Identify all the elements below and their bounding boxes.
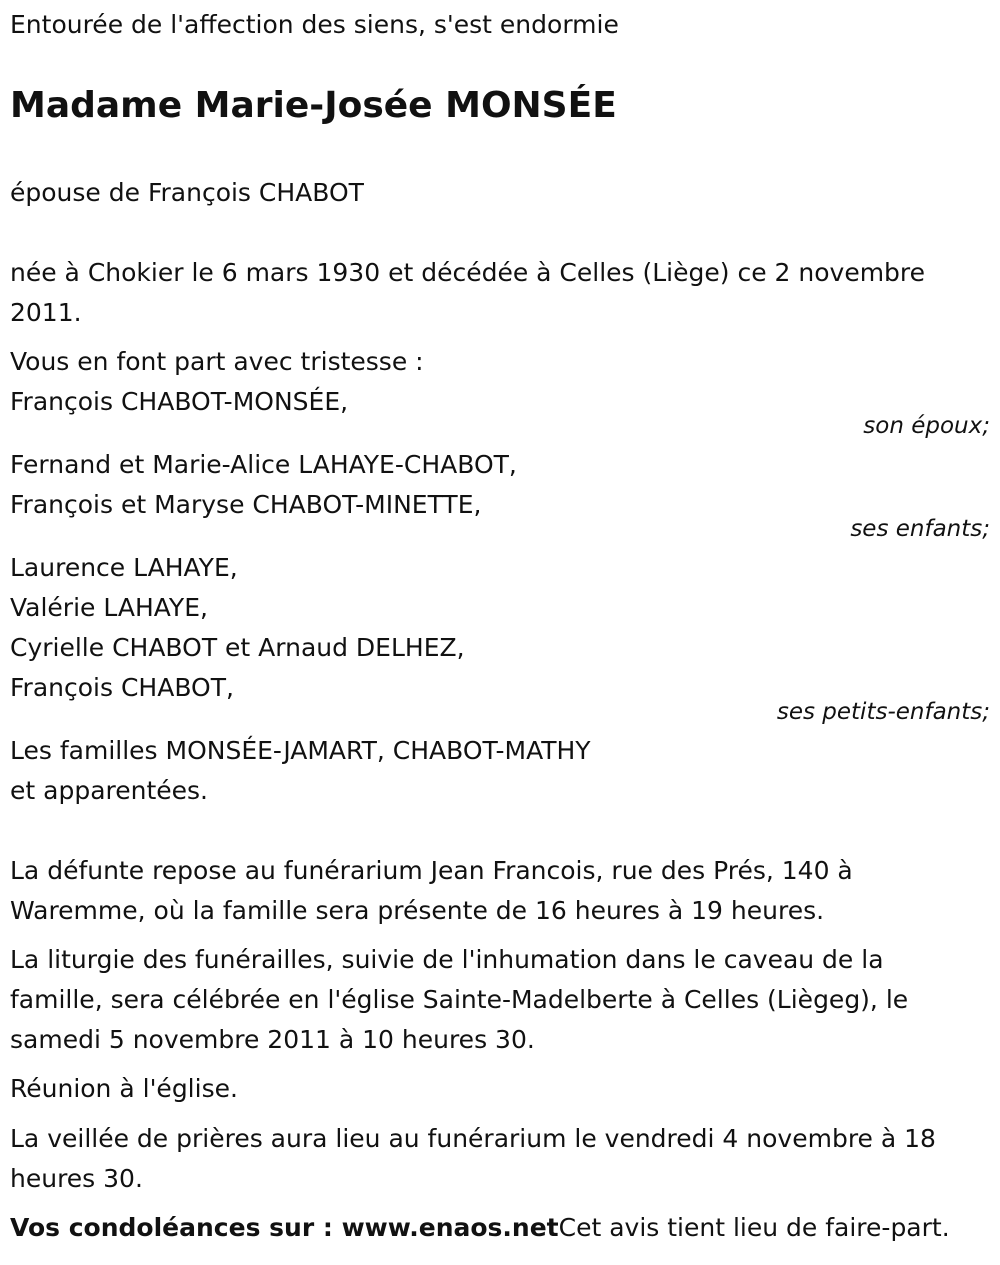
birth-death-text: née à Chokier le 6 mars 1930 et décédée à Celles (Liège) ce 2 novembre 2011. bbox=[10, 258, 926, 327]
family-name: François et Maryse CHABOT-MINETTE, bbox=[10, 490, 482, 519]
children-group bbox=[10, 445, 990, 525]
family-name: Laurence LAHAYE, bbox=[10, 553, 238, 582]
closing-text: Cet avis tient lieu de faire-part. bbox=[558, 1213, 950, 1242]
closing-line bbox=[10, 1208, 990, 1248]
announce-section bbox=[10, 342, 990, 422]
intro-line: Entourée de l'affection des siens, s'est endormie bbox=[10, 10, 619, 39]
role-label: ses enfants; bbox=[850, 516, 990, 542]
role-label: son époux; bbox=[863, 413, 990, 439]
family-name: François CHABOT, bbox=[10, 673, 234, 702]
intro-text bbox=[10, 5, 990, 45]
closing-section bbox=[10, 1208, 990, 1248]
family-name: Cyrielle CHABOT et Arnaud DELHEZ, bbox=[10, 633, 465, 662]
deceased-name: Madame Marie-Josée MONSÉE bbox=[10, 85, 617, 126]
grandchildren-group bbox=[10, 548, 990, 708]
spouse-text: épouse de François CHABOT bbox=[10, 178, 364, 207]
family-name: François CHABOT-MONSÉE, bbox=[10, 387, 349, 416]
family-name: Fernand et Marie-Alice LAHAYE-CHABOT, bbox=[10, 450, 517, 479]
liturgy-text: La liturgie des funérailles, suivie de l'inhumation dans le caveau de la famille, sera célébrée en l'église Sainte-Madelberte à Celles (Liègeg), le samedi 5 novembre 2011 à 10 heures 30. bbox=[10, 945, 909, 1054]
role-grandchildren bbox=[10, 699, 990, 725]
family-name: Valérie LAHAYE, bbox=[10, 593, 208, 622]
families-line: Les familles MONSÉE-JAMART, CHABOT-MATHY bbox=[10, 736, 591, 765]
announce-text: Vous en font part avec tristesse : bbox=[10, 347, 424, 376]
role-spouse bbox=[10, 413, 990, 439]
spouse-line bbox=[10, 173, 990, 213]
repose-text: La défunte repose au funérarium Jean Francois, rue des Prés, 140 à Waremme, où la famille sera présente de 16 heures à 19 heures. bbox=[10, 856, 853, 925]
vigil-text: La veillée de prières aura lieu au funérarium le vendredi 4 novembre à 18 heures 30. bbox=[10, 1124, 936, 1193]
condolences-link[interactable]: Vos condoléances sur : www.enaos.net bbox=[10, 1213, 559, 1242]
role-label: ses petits-enfants; bbox=[776, 699, 990, 725]
families-line: et apparentées. bbox=[10, 776, 208, 805]
reunion-text bbox=[10, 1069, 990, 1109]
reunion-line: Réunion à l'église. bbox=[10, 1074, 238, 1103]
role-children bbox=[10, 516, 990, 542]
families-group bbox=[10, 731, 990, 811]
